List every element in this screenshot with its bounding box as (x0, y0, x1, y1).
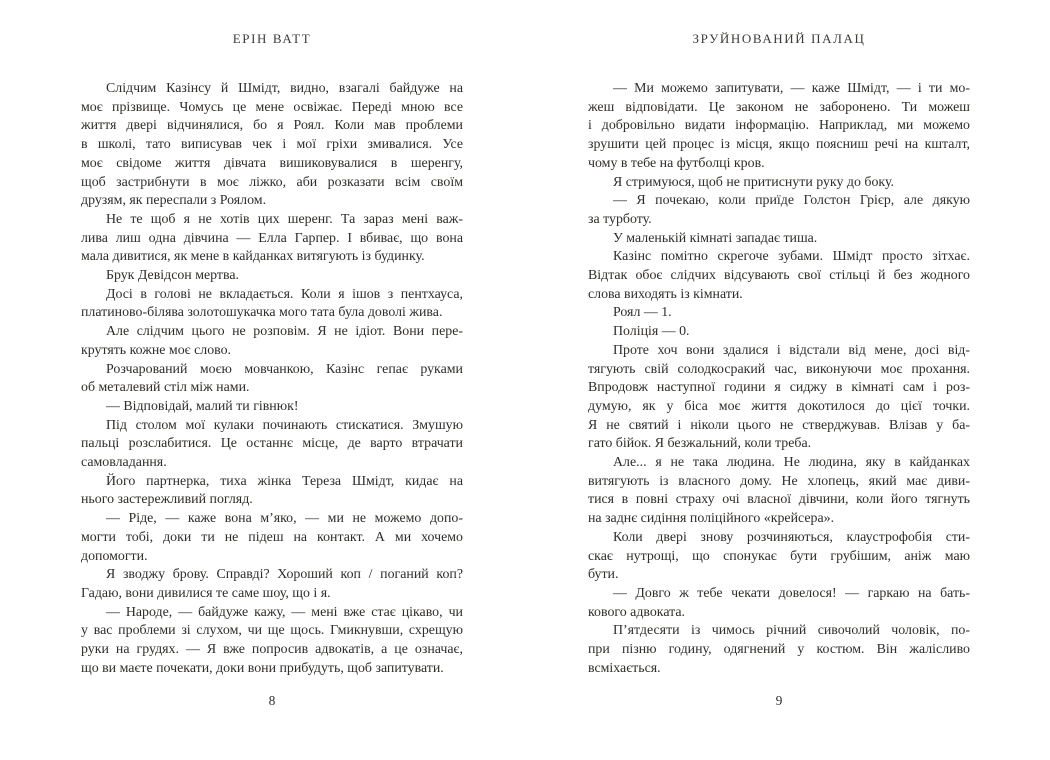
text-line: кового адвоката. (588, 604, 686, 620)
text-line: У маленькій кімнаті западає тиша. (613, 230, 818, 246)
text-line: Досі в голові не вкладається. Коли я ішов з пентхауса, (106, 286, 463, 302)
paragraph (588, 192, 970, 229)
text-line: що ви маєте почекати, доки вони прибудуть, щоб запитувати. (81, 660, 444, 676)
paragraph (81, 473, 463, 510)
text-line: Проте хоч вони здалися і відстали від мене, досі від- (613, 342, 970, 358)
text-line: Але... я не така людина. Не людина, яку в кайданках (613, 455, 970, 471)
text-line: лива лиш одна дівчина — Елла Гарпер. І вбиває, що вона (81, 230, 463, 246)
page-number-right: 9 (775, 693, 783, 708)
text-line: думую, як у біса моє життя докотилося до цієї точки. (588, 398, 970, 414)
text-line: — Ріде, — каже вона м’яко, — ми не можемо допо- (106, 511, 463, 527)
text-line: чому в тебе на футболці кров. (588, 155, 765, 171)
text-line: гато бійок. Я безжальний, коли треба. (588, 436, 812, 452)
paragraph (81, 510, 463, 566)
text-line: допомогти. (81, 548, 148, 564)
paragraph (588, 304, 970, 323)
text-line: тися в повні страху очі власної дівчини, коли його тягнуть (588, 492, 970, 508)
paragraph (81, 267, 463, 286)
text-line: зрушити цей процес із місця, якщо поясниш речі на кшталт, (588, 137, 970, 153)
paragraph (81, 417, 463, 473)
paragraph (588, 585, 970, 622)
text-line: об металевий стіл між нами. (81, 380, 250, 396)
text-line: у вас проблеми зі слухом, чи ще щось. Гмикнувши, схрещую (81, 623, 463, 639)
page-number-left: 8 (268, 693, 276, 708)
text-line: бути. (588, 567, 619, 583)
text-line: в школі, тато виписував чек і мої гріхи змивалися. Усе (81, 137, 463, 153)
text-line: Роял — 1. (613, 305, 672, 321)
paragraph (588, 323, 970, 342)
paragraph (588, 454, 970, 529)
text-line: — Відповідай, малий ти гівнюк! (106, 398, 299, 414)
text-line: самовладання. (81, 455, 167, 471)
text-line: Я не святий і ніколи цього не стверджував. Влізав у ба- (588, 417, 970, 433)
text-line: — Народе, — байдуже кажу, — мені вже стає цікаво, чи (106, 604, 463, 620)
paragraph (588, 230, 970, 249)
paragraph (81, 566, 463, 603)
text-line: життя двері відчинялися, бо я Роял. Коли мав проблеми (81, 118, 463, 134)
text-line: жеш відповідати. Це законом не заборонено. Ти можеш (588, 99, 970, 115)
text-line: Розчарований моєю мовчанкою, Казінс гепає руками (106, 361, 463, 377)
text-line: Відтак обоє слідчих відсувають свої стільці й без жодного (588, 268, 970, 284)
text-line: слова виходять із кімнати. (588, 286, 743, 302)
paragraph (81, 80, 463, 211)
text-line: Його партнерка, тиха жінка Тереза Шмідт, кидає на (106, 473, 463, 489)
text-line: мала дивитися, як мене в кайданках витягують із будинку. (81, 249, 425, 265)
text-line: Не те щоб я не хотів цих шеренг. Та зараз мені важ- (106, 211, 463, 227)
text-line: Коли двері знову розчиняються, клаустрофобія сти- (613, 529, 970, 545)
text-line: щоб застрибнути в моє ліжко, аби розказати всім своїм (81, 174, 463, 190)
paragraph (81, 323, 463, 360)
text-line: Брук Девідсон мертва. (106, 268, 240, 284)
paragraph (81, 211, 463, 267)
text-line: моє свідоме життя дівчата вишиковувалися в шеренгу, (81, 155, 463, 171)
text-line: на заднє сидіння поліційного «крейсера». (588, 511, 835, 527)
paragraph (588, 248, 970, 304)
paragraph (588, 174, 970, 193)
paragraph (588, 529, 970, 585)
body-text-left (81, 80, 463, 679)
text-line: могти тобі, доки ти не підеш на контакт. А ми хочемо (81, 529, 463, 545)
text-line: моє прізвище. Чомусь це мене освіжає. Переді мною все (81, 99, 463, 115)
page-left (81, 0, 463, 760)
text-line: — Ми можемо запитувати, — каже Шмідт, — і ти мо- (613, 81, 970, 96)
text-line: витягують із власного дому. Не хлопець, який має диви- (588, 473, 970, 489)
paragraph (588, 342, 970, 454)
paragraph (588, 80, 970, 174)
text-line: Казінс помітно скрегоче зубами. Шмідт просто зітхає. (613, 249, 970, 265)
paragraph (81, 398, 463, 417)
paragraph (81, 604, 463, 679)
text-line: Але слідчим цього не розповім. Я не ідіот. Вони пере- (106, 324, 463, 340)
paragraph (81, 361, 463, 398)
running-header-right: ЗРУЙНОВАНИЙ ПАЛАЦ (692, 31, 866, 46)
paragraph (588, 622, 970, 678)
running-header-left: ЕРІН ВАТТ (232, 31, 312, 46)
text-line: П’ятдесяти із чимось річний сивочолий чоловік, по- (613, 623, 970, 639)
paragraph (81, 286, 463, 323)
text-line: Поліція — 0. (613, 324, 690, 340)
text-line: при пізню годину, одягнений у костюм. Він жалісливо (588, 642, 970, 658)
text-line: Під столом мої кулаки починають стискатися. Змушую (106, 417, 463, 433)
text-line: скає нутрощі, що спонукає бути грубішим, аніж маю (588, 548, 970, 564)
text-line: крутять кожне моє слово. (81, 342, 232, 358)
text-line: друзям, як переспали з Роялом. (81, 193, 267, 209)
text-line: нього застережливий погляд. (81, 492, 253, 508)
text-line: — Я почекаю, коли приїде Голстон Грієр, але дякую (613, 193, 970, 209)
page-right (588, 0, 970, 760)
text-line: Впродовж наступної години я сиджу в кімнаті сам і роз- (588, 380, 970, 396)
text-line: Я стримуюся, щоб не притиснути руку до боку. (613, 174, 894, 190)
text-line: — Довго ж тебе чекати довелося! — гаркаю на бать- (613, 585, 970, 601)
body-text-right (588, 80, 970, 679)
text-line: руки на грудях. — Я вже попросив адвокатів, а це означає, (81, 642, 463, 658)
text-line: платиново-білява золотошукачка мого тата була доволі жива. (81, 305, 443, 321)
text-line: пальці розслабитися. Це останнє місце, де варто втрачати (81, 436, 463, 452)
text-line: тягують свій солодкосракий час, виконуючи моє прохання. (588, 361, 970, 377)
text-line: всміхається. (588, 660, 661, 676)
text-line: Я зводжу брову. Справді? Хороший коп / поганий коп? (106, 567, 463, 583)
text-line: і добровільно видати інформацію. Наприклад, ми можемо (588, 118, 970, 134)
text-line: за турботу. (588, 211, 652, 227)
text-line: Слідчим Казінсу й Шмідт, видно, взагалі байдуже на (106, 81, 463, 96)
text-line: Гадаю, вони дивилися те саме шоу, що і я. (81, 585, 331, 601)
